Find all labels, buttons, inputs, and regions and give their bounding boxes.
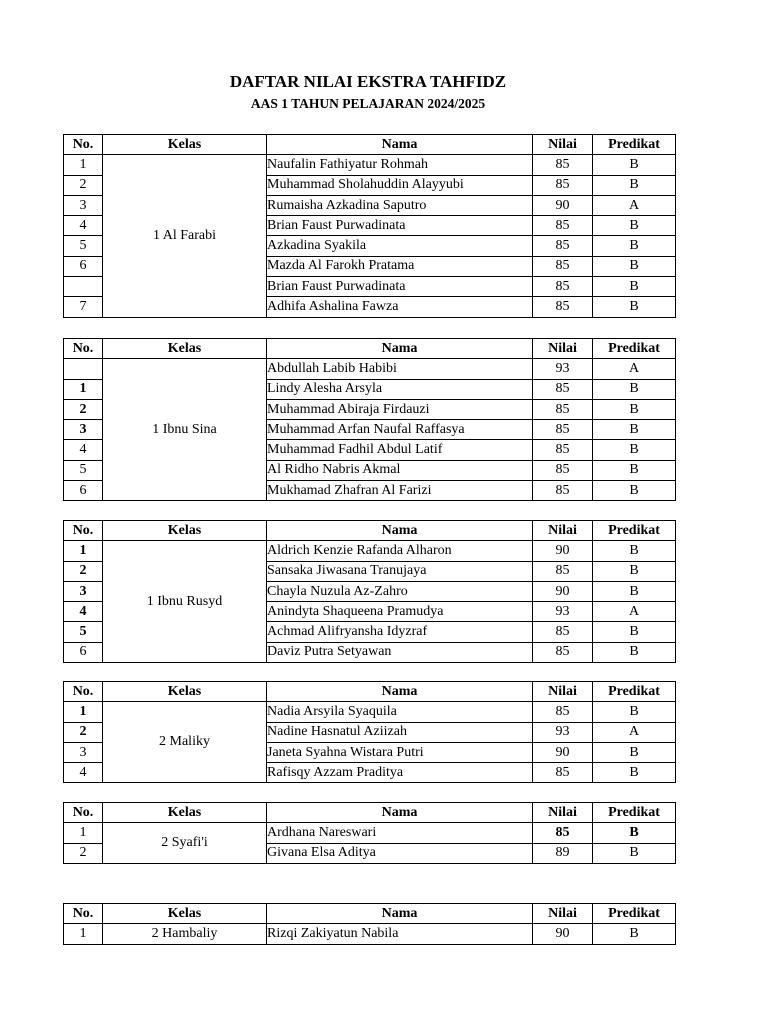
cell-nilai: 85 — [533, 460, 593, 480]
cell-nama: Abdullah Labib Habibi — [267, 359, 533, 379]
table-header-row — [64, 682, 676, 702]
cell-nama: Rizqi Zakiyatun Nabila — [267, 924, 533, 944]
cell-nama: Ardhana Nareswari — [267, 823, 533, 843]
cell-no — [64, 277, 103, 297]
cell-nilai: 85 — [533, 622, 593, 642]
cell-kelas: 1 Al Farabi — [103, 155, 267, 317]
cell-no: 6 — [64, 256, 103, 276]
column-header-no: No. — [64, 904, 103, 924]
cell-nama: Nadine Hasnatul Aziizah — [267, 722, 533, 742]
cell-nama: Aldrich Kenzie Rafanda Alharon — [267, 541, 533, 561]
cell-kelas: 1 Ibnu Sina — [103, 359, 267, 501]
cell-nama: Muhammad Abiraja Firdauzi — [267, 399, 533, 419]
table-header-row — [64, 135, 676, 155]
column-header-no: No. — [64, 135, 103, 155]
cell-nilai: 93 — [533, 602, 593, 622]
cell-no: 2 — [64, 722, 103, 742]
cell-nilai: 85 — [533, 763, 593, 783]
cell-no: 6 — [64, 642, 103, 662]
cell-no: 3 — [64, 195, 103, 215]
cell-nama: Lindy Alesha Arsyla — [267, 379, 533, 399]
cell-nilai: 85 — [533, 440, 593, 460]
grade-table — [63, 681, 676, 783]
cell-nama: Muhammad Sholahuddin Alayyubi — [267, 175, 533, 195]
cell-nilai: 85 — [533, 297, 593, 317]
cell-nama: Daviz Putra Setyawan — [267, 642, 533, 662]
cell-nilai: 93 — [533, 359, 593, 379]
cell-nama: Brian Faust Purwadinata — [267, 277, 533, 297]
cell-no: 3 — [64, 742, 103, 762]
cell-nilai: 90 — [533, 581, 593, 601]
table-header-row — [64, 339, 676, 359]
cell-predikat: B — [593, 924, 676, 944]
cell-no: 4 — [64, 763, 103, 783]
cell-kelas: 1 Ibnu Rusyd — [103, 541, 267, 663]
cell-predikat: B — [593, 763, 676, 783]
table-row — [64, 541, 676, 561]
column-header-predikat: Predikat — [593, 904, 676, 924]
document-title: DAFTAR NILAI EKSTRA TAHFIDZ — [229, 72, 507, 91]
cell-no: 5 — [64, 622, 103, 642]
column-header-nilai: Nilai — [533, 803, 593, 823]
cell-nama: Chayla Nuzula Az-Zahro — [267, 581, 533, 601]
cell-nilai: 85 — [533, 561, 593, 581]
cell-no: 1 — [64, 823, 103, 843]
cell-no: 5 — [64, 460, 103, 480]
cell-nama: Muhammad Arfan Naufal Raffasya — [267, 420, 533, 440]
cell-kelas: 2 Syafi'i — [103, 823, 267, 864]
cell-no: 6 — [64, 481, 103, 501]
grade-table — [63, 338, 676, 501]
cell-nama: Janeta Syahna Wistara Putri — [267, 742, 533, 762]
cell-kelas: 2 Hambaliy — [103, 924, 267, 944]
column-header-kelas: Kelas — [103, 904, 267, 924]
column-header-predikat: Predikat — [593, 682, 676, 702]
table-header-row — [64, 521, 676, 541]
cell-nama: Muhammad Fadhil Abdul Latif — [267, 440, 533, 460]
column-header-kelas: Kelas — [103, 135, 267, 155]
cell-predikat: B — [593, 420, 676, 440]
column-header-kelas: Kelas — [103, 803, 267, 823]
column-header-nilai: Nilai — [533, 135, 593, 155]
grade-table — [63, 802, 676, 864]
cell-predikat: B — [593, 155, 676, 175]
cell-nilai: 85 — [533, 420, 593, 440]
cell-no: 4 — [64, 216, 103, 236]
cell-no: 1 — [64, 702, 103, 722]
cell-predikat: B — [593, 460, 676, 480]
cell-predikat: B — [593, 440, 676, 460]
cell-predikat: B — [593, 742, 676, 762]
table-header-row — [64, 803, 676, 823]
grade-table — [63, 903, 676, 945]
cell-nilai: 85 — [533, 155, 593, 175]
column-header-predikat: Predikat — [593, 339, 676, 359]
column-header-nilai: Nilai — [533, 521, 593, 541]
cell-no: 1 — [64, 924, 103, 944]
cell-no: 5 — [64, 236, 103, 256]
document-subtitle: AAS 1 TAHUN PELAJARAN 2024/2025 — [250, 96, 486, 111]
cell-no: 1 — [64, 155, 103, 175]
cell-predikat: B — [593, 541, 676, 561]
column-header-nama: Nama — [267, 682, 533, 702]
cell-nilai: 90 — [533, 742, 593, 762]
cell-nama: Achmad Alifryansha Idyzraf — [267, 622, 533, 642]
cell-nama: Adhifa Ashalina Fawza — [267, 297, 533, 317]
grade-table — [63, 134, 676, 318]
cell-nilai: 90 — [533, 195, 593, 215]
column-header-kelas: Kelas — [103, 521, 267, 541]
cell-no: 2 — [64, 399, 103, 419]
cell-no: 2 — [64, 175, 103, 195]
cell-nilai: 85 — [533, 399, 593, 419]
table-row — [64, 823, 676, 843]
cell-no: 7 — [64, 297, 103, 317]
cell-nilai: 85 — [533, 236, 593, 256]
column-header-no: No. — [64, 521, 103, 541]
cell-no: 1 — [64, 379, 103, 399]
cell-nilai: 85 — [533, 642, 593, 662]
cell-predikat: B — [593, 216, 676, 236]
cell-predikat: A — [593, 602, 676, 622]
column-header-predikat: Predikat — [593, 803, 676, 823]
column-header-no: No. — [64, 803, 103, 823]
cell-nama: Mazda Al Farokh Pratama — [267, 256, 533, 276]
cell-predikat: B — [593, 256, 676, 276]
cell-nilai: 85 — [533, 379, 593, 399]
cell-nama: Givana Elsa Aditya — [267, 843, 533, 863]
cell-predikat: A — [593, 722, 676, 742]
cell-predikat: B — [593, 399, 676, 419]
cell-predikat: B — [593, 843, 676, 863]
cell-nama: Mukhamad Zhafran Al Farizi — [267, 481, 533, 501]
cell-predikat: B — [593, 379, 676, 399]
cell-nama: Anindyta Shaqueena Pramudya — [267, 602, 533, 622]
cell-nama: Al Ridho Nabris Akmal — [267, 460, 533, 480]
column-header-predikat: Predikat — [593, 521, 676, 541]
column-header-predikat: Predikat — [593, 135, 676, 155]
cell-nilai: 90 — [533, 924, 593, 944]
cell-nilai: 85 — [533, 702, 593, 722]
cell-predikat: B — [593, 277, 676, 297]
cell-kelas: 2 Maliky — [103, 702, 267, 783]
column-header-nama: Nama — [267, 135, 533, 155]
column-header-kelas: Kelas — [103, 339, 267, 359]
column-header-no: No. — [64, 339, 103, 359]
table-header-row — [64, 904, 676, 924]
cell-no — [64, 359, 103, 379]
cell-nilai: 85 — [533, 481, 593, 501]
cell-nama: Rafisqy Azzam Praditya — [267, 763, 533, 783]
cell-no: 3 — [64, 420, 103, 440]
cell-nama: Naufalin Fathiyatur Rohmah — [267, 155, 533, 175]
column-header-nilai: Nilai — [533, 682, 593, 702]
cell-predikat: B — [593, 823, 676, 843]
cell-no: 2 — [64, 561, 103, 581]
cell-nama: Azkadina Syakila — [267, 236, 533, 256]
cell-nama: Nadia Arsyila Syaquila — [267, 702, 533, 722]
cell-predikat: A — [593, 195, 676, 215]
cell-nama: Rumaisha Azkadina Saputro — [267, 195, 533, 215]
column-header-nama: Nama — [267, 521, 533, 541]
cell-no: 3 — [64, 581, 103, 601]
cell-predikat: B — [593, 481, 676, 501]
column-header-nama: Nama — [267, 803, 533, 823]
grade-table — [63, 520, 676, 663]
column-header-kelas: Kelas — [103, 682, 267, 702]
cell-no: 4 — [64, 602, 103, 622]
cell-no: 4 — [64, 440, 103, 460]
cell-nilai: 85 — [533, 277, 593, 297]
cell-nilai: 89 — [533, 843, 593, 863]
cell-nilai: 90 — [533, 541, 593, 561]
cell-nilai: 85 — [533, 256, 593, 276]
column-header-no: No. — [64, 682, 103, 702]
cell-nilai: 85 — [533, 216, 593, 236]
cell-nilai: 85 — [533, 175, 593, 195]
cell-nilai: 93 — [533, 722, 593, 742]
column-header-nama: Nama — [267, 904, 533, 924]
cell-nilai: 85 — [533, 823, 593, 843]
cell-predikat: B — [593, 622, 676, 642]
cell-nama: Sansaka Jiwasana Tranujaya — [267, 561, 533, 581]
table-row — [64, 702, 676, 722]
cell-predikat: B — [593, 236, 676, 256]
cell-predikat: B — [593, 297, 676, 317]
column-header-nilai: Nilai — [533, 339, 593, 359]
cell-nama: Brian Faust Purwadinata — [267, 216, 533, 236]
cell-predikat: A — [593, 359, 676, 379]
column-header-nama: Nama — [267, 339, 533, 359]
table-row — [64, 155, 676, 175]
cell-predikat: B — [593, 581, 676, 601]
cell-no: 1 — [64, 541, 103, 561]
column-header-nilai: Nilai — [533, 904, 593, 924]
cell-predikat: B — [593, 642, 676, 662]
cell-predikat: B — [593, 175, 676, 195]
table-row — [64, 359, 676, 379]
cell-predikat: B — [593, 561, 676, 581]
table-row — [64, 924, 676, 944]
cell-no: 2 — [64, 843, 103, 863]
cell-predikat: B — [593, 702, 676, 722]
